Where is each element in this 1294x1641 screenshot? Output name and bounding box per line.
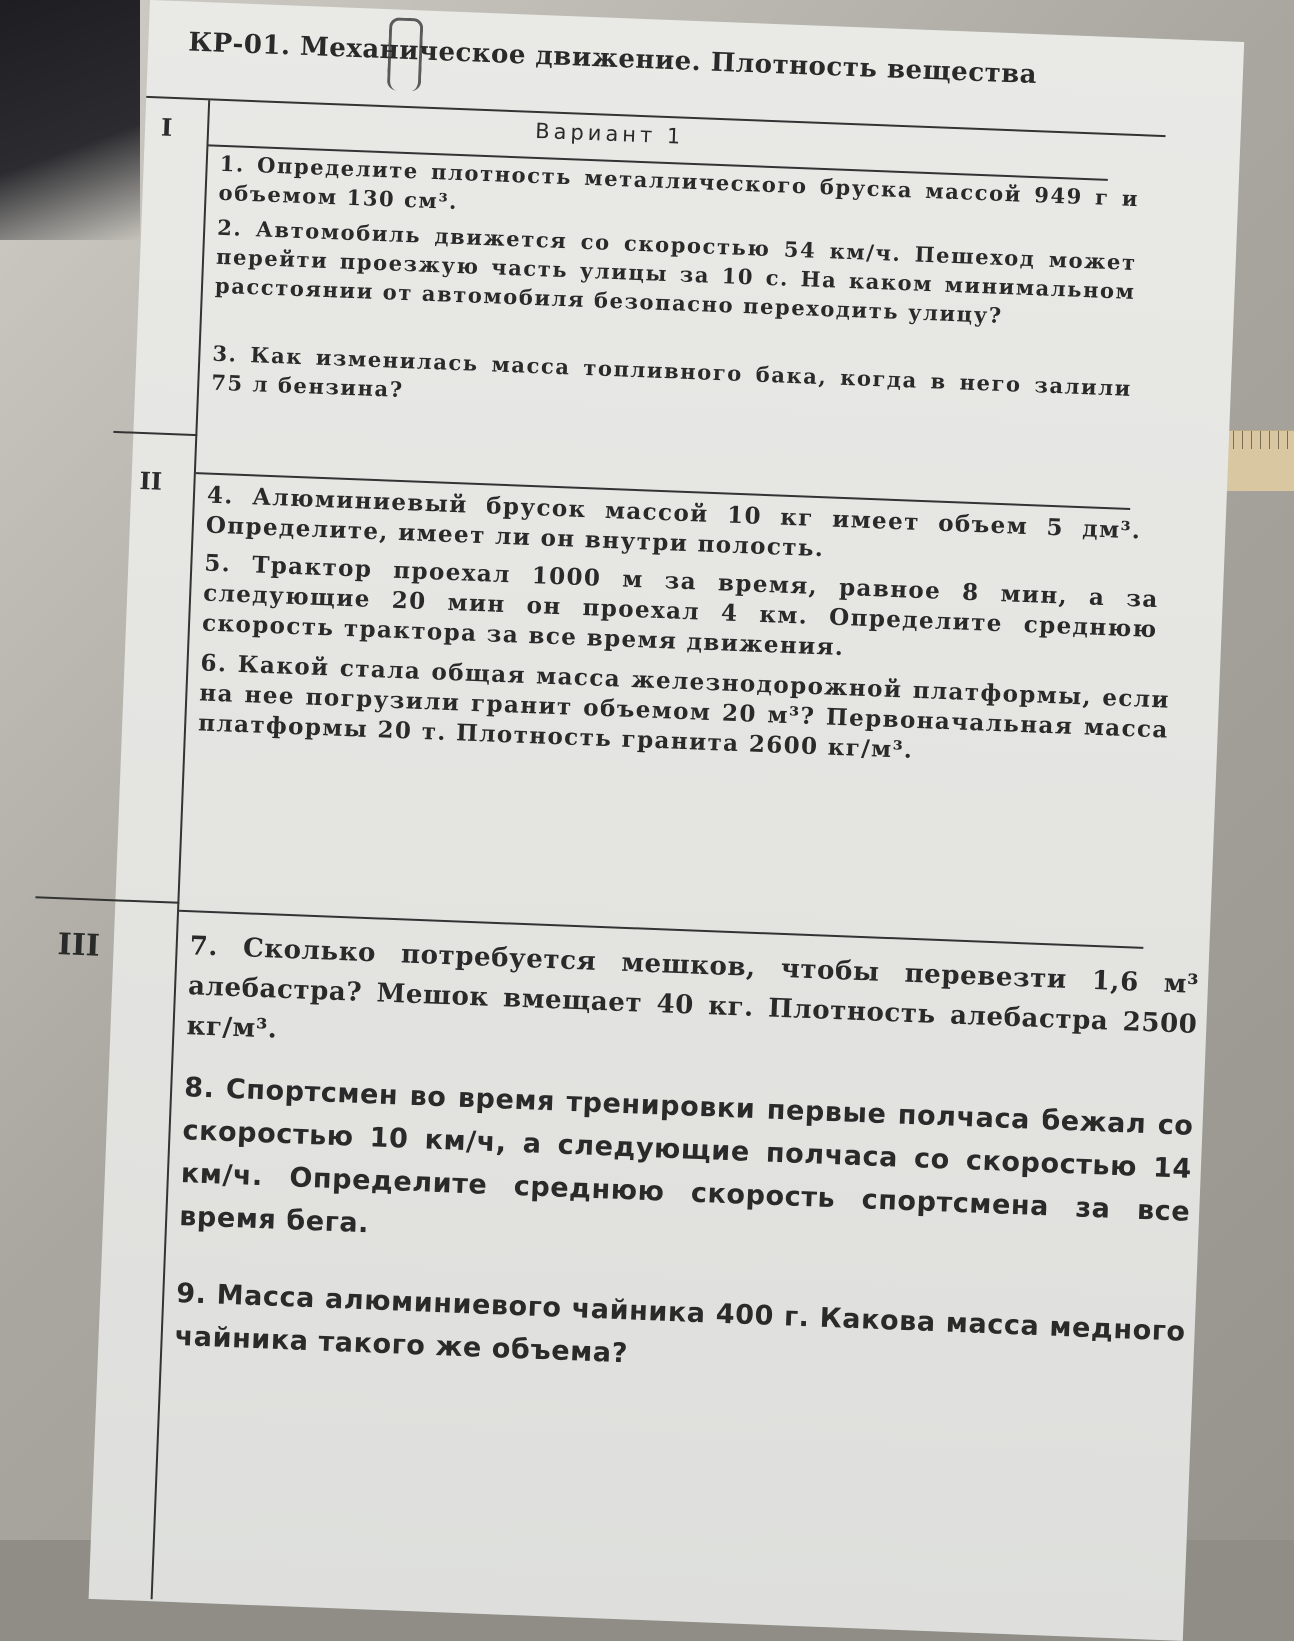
task-5: 5. Трактор проехал 1000 м за время, равное 8 мин, а за следующие 20 мин он проехал 4 км. Определите среднюю скорость трактора за все время движения. <box>201 549 1160 662</box>
section-2-number: II <box>138 465 163 496</box>
task-4: 4. Алюминиевый брусок массой 10 кг имеет объем 5 дм³. Определите, имеет ли он внутри полость. <box>205 481 1142 563</box>
task-3: 3. Как изменилась масса топливного бака, когда в него залили 75 л бензина? <box>210 340 1133 403</box>
section-column-divider <box>151 100 211 1599</box>
worksheet-page <box>56 0 1245 1641</box>
page-title: КР-01. Механическое движение. Плотность вещества <box>187 27 1038 91</box>
section-3-number: III <box>56 927 101 964</box>
task-9: 9. Масса алюминиевого чайника 400 г. Какова масса медного чайника такого же объема? <box>174 1277 1187 1370</box>
dark-object-corner <box>0 0 140 240</box>
section-1-number: I <box>160 112 173 142</box>
task-7: 7. Сколько потребуется мешков, чтобы перевезти 1,6 м³ алебастра? Мешок вмещает 40 кг. Плотность алебастра 2500 кг/м³. <box>186 931 1200 1045</box>
task-1: 1. Определите плотность металлического бруска массой 949 г и объемом 130 см³. <box>218 150 1140 214</box>
task-8: 8. Спортсмен во время тренировки первые полчаса бежал со скоростью 10 км/ч, а следующие полчаса со скоростью 14 км/ч. Определите среднюю скорость спортсмена за все время бега. <box>178 1072 1195 1240</box>
variant-label: Вариант 1 <box>534 118 685 149</box>
task-2: 2. Автомобиль движется со скоростью 54 км/ч. Пешеход может перейти проезжую часть улицы за 10 с. На каком минимальном расстоянии от автомобиля безопасно переходить улицу? <box>214 214 1138 328</box>
task-6: 6. Какой стала общая масса железнодорожной платформы, если на нее погрузили гранит объемом 20 м³? Первоначальная масса платформы 20 т. Плотность гранита 2600 кг/м³. <box>197 649 1171 764</box>
worksheet-content <box>56 0 1245 1641</box>
